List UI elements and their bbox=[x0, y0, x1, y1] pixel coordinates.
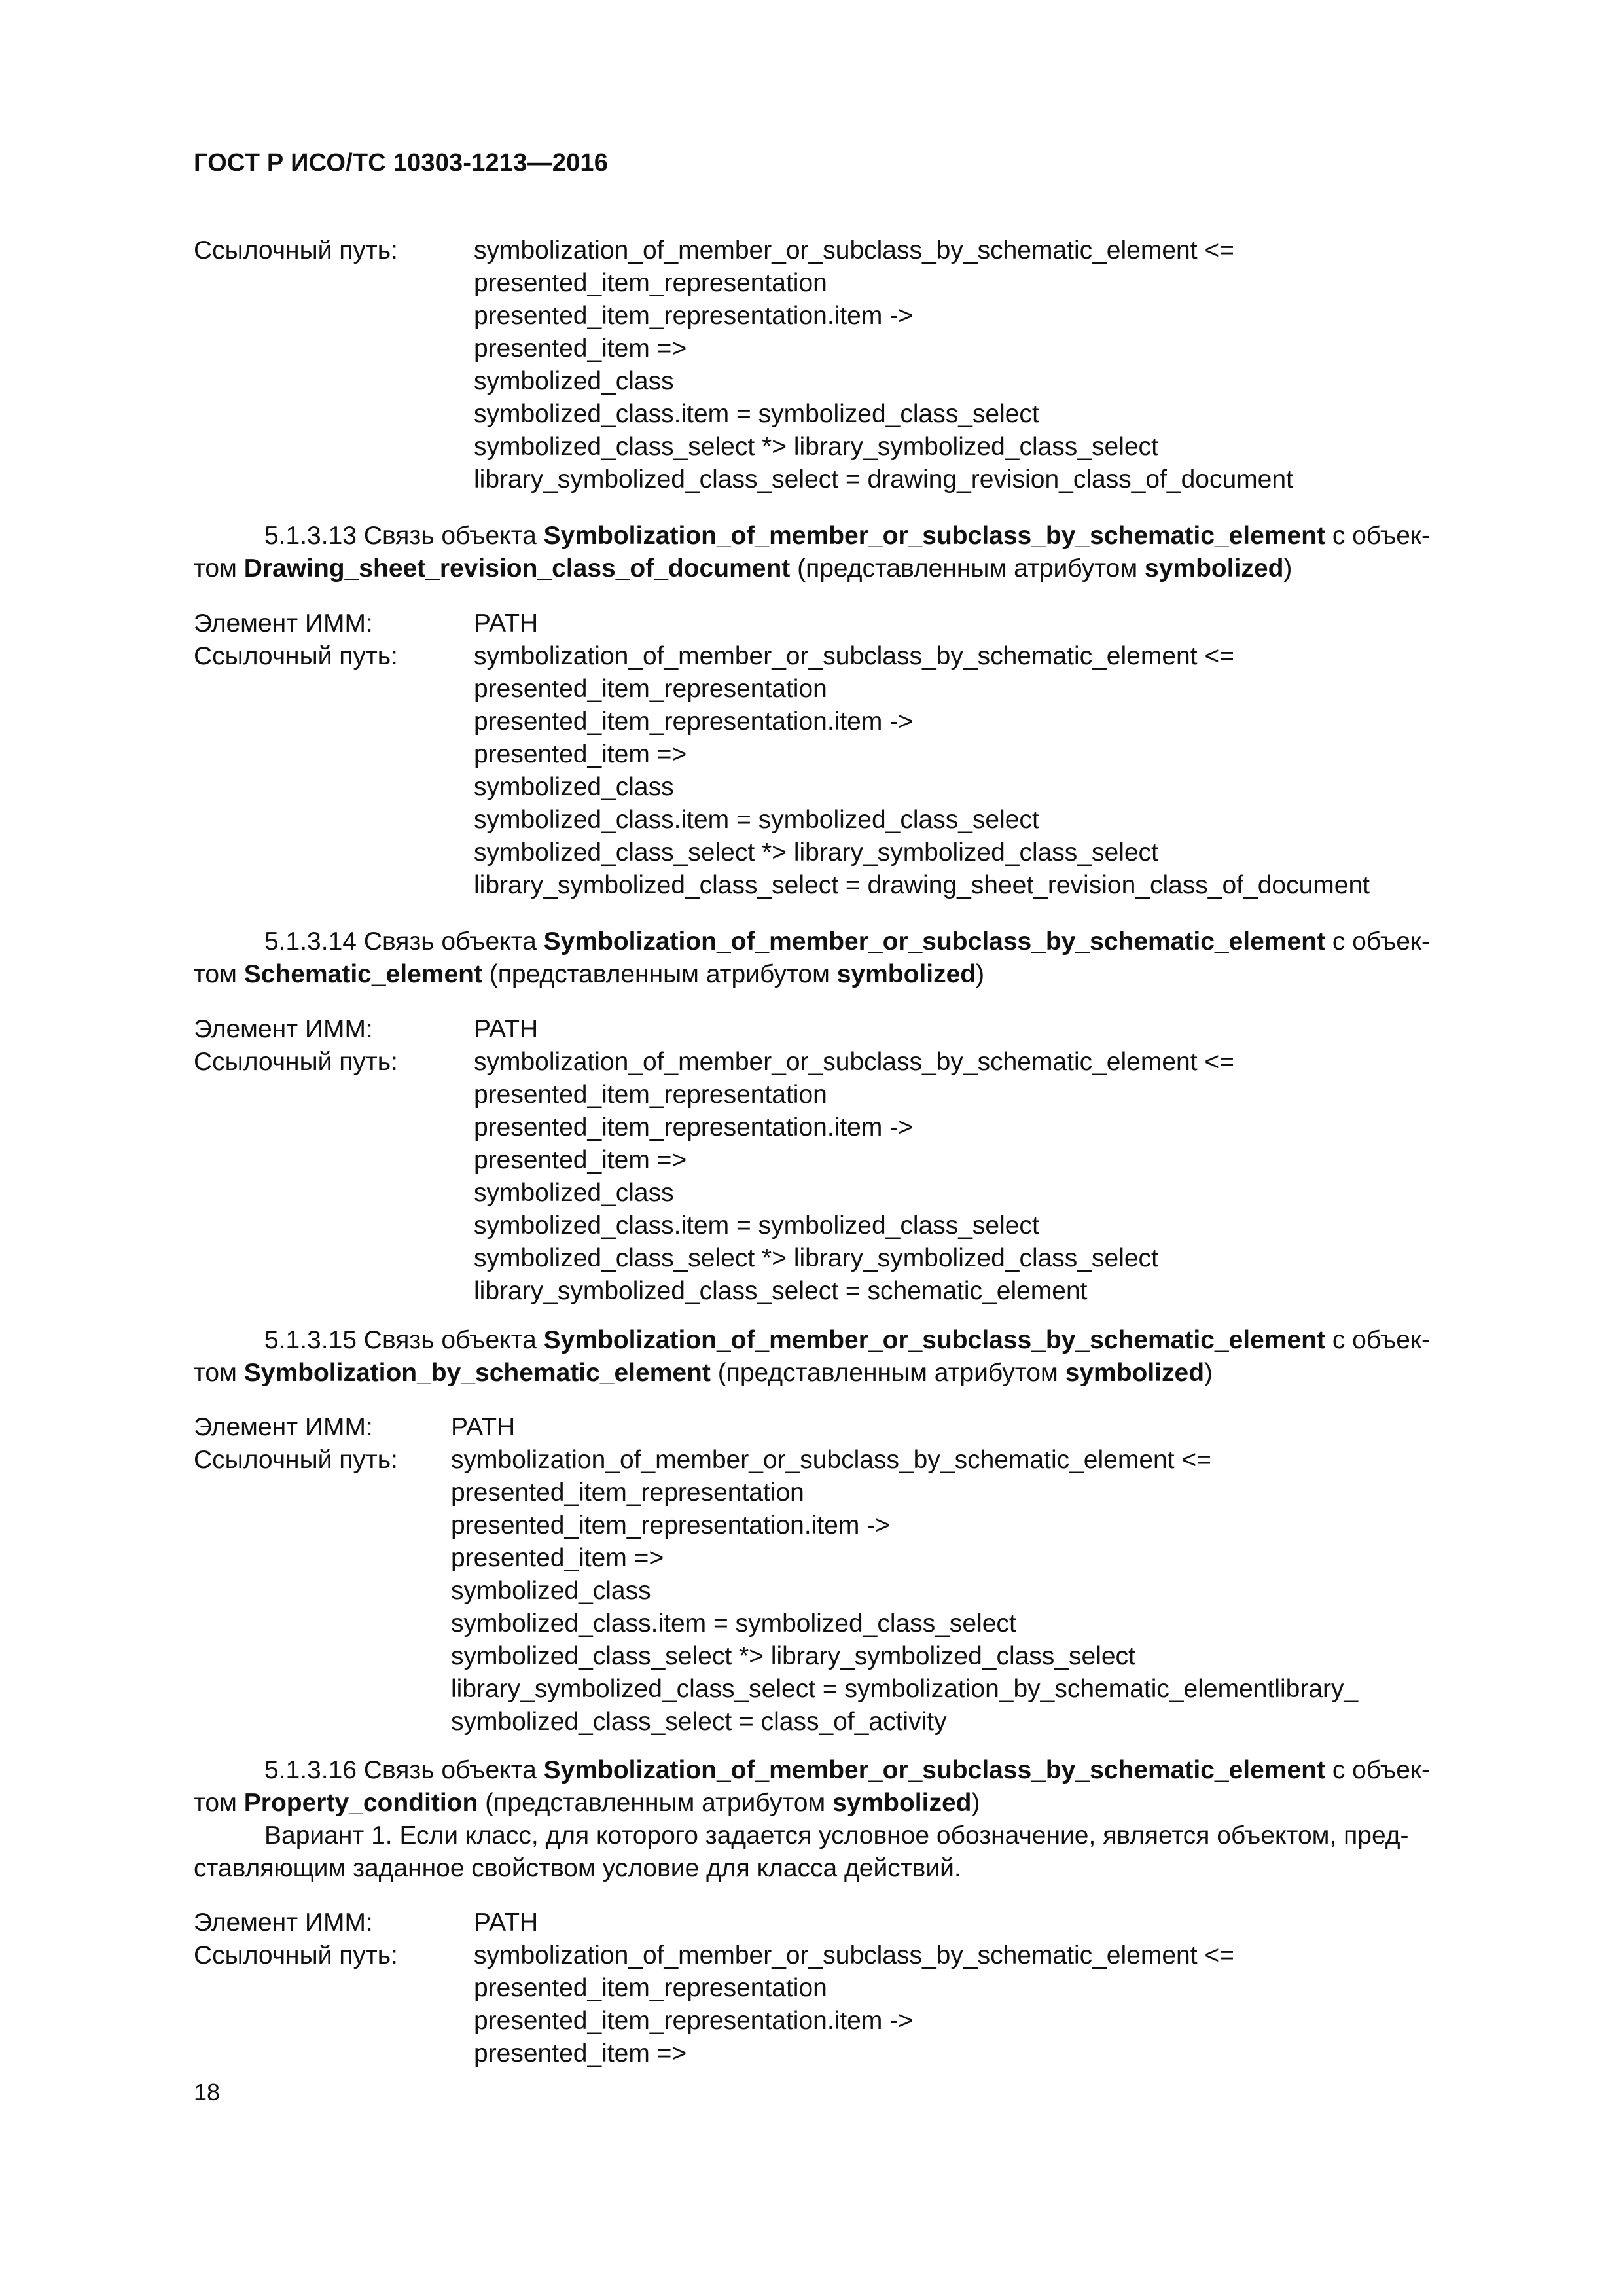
path-line: symbolized_class_select *> library_symbolized_class_select bbox=[474, 433, 1158, 461]
heading-line: 5.1.3.13 Связь объекта Symbolization_of_member_or_subclass_by_schematic_element с объек- bbox=[264, 522, 1431, 550]
ref-path-lines bbox=[474, 234, 1507, 496]
path-line: library_symbolized_class_select = drawing_revision_class_of_document bbox=[474, 465, 1293, 493]
ref-path-row bbox=[194, 1444, 1507, 1738]
page-number: 18 bbox=[194, 2079, 221, 2106]
path-line: symbolized_class_select *> library_symbolized_class_select bbox=[474, 1244, 1158, 1272]
path-line: symbolized_class.item = symbolized_class_select bbox=[474, 400, 1039, 428]
path-line: presented_item_representation.item -> bbox=[474, 1113, 913, 1141]
path-line: presented_item => bbox=[451, 1544, 664, 1572]
path-line: presented_item_representation bbox=[451, 1479, 804, 1507]
element-row bbox=[194, 1411, 1507, 1444]
ref-path-row bbox=[194, 1939, 1507, 2070]
element-row bbox=[194, 1013, 1507, 1046]
path-line: presented_item_representation bbox=[474, 269, 827, 297]
section-heading-5-1-3-15 bbox=[194, 1324, 1507, 1390]
path-line: symbolized_class_select *> library_symbolized_class_select bbox=[474, 838, 1158, 867]
ref-path-label: Ссылочный путь: bbox=[194, 1941, 398, 1969]
heading-line: том Symbolization_by_schematic_element (представленным атрибутом symbolized) bbox=[194, 1359, 1213, 1387]
path-line: presented_item => bbox=[474, 334, 687, 363]
ref-path-label: Ссылочный путь: bbox=[194, 1446, 398, 1474]
path-line: symbolized_class bbox=[474, 367, 674, 395]
ref-path-lines bbox=[451, 1444, 1507, 1738]
document-header: ГОСТ Р ИСО/ТС 10303-1213—2016 bbox=[194, 149, 609, 177]
element-label: Элемент ИММ: bbox=[194, 1909, 373, 1937]
ref-path-label: Ссылочный путь: bbox=[194, 236, 398, 264]
path-line: symbolization_of_member_or_subclass_by_schematic_element <= bbox=[474, 1941, 1234, 1969]
ref-path-row bbox=[194, 1046, 1507, 1308]
section-heading-5-1-3-14 bbox=[194, 925, 1507, 991]
path-line: presented_item_representation.item -> bbox=[474, 302, 913, 330]
path-line: library_symbolized_class_select = symbolization_by_schematic_elementlibrary_ bbox=[451, 1675, 1359, 1703]
path-line: symbolized_class_select = class_of_activity bbox=[451, 1708, 947, 1736]
ref-path-row bbox=[194, 234, 1507, 496]
reference-path-block-0 bbox=[194, 234, 1507, 496]
path-line: symbolization_of_member_or_subclass_by_schematic_element <= bbox=[474, 1048, 1234, 1076]
path-line: presented_item_representation.item -> bbox=[474, 2007, 913, 2035]
heading-line: 5.1.3.16 Связь объекта Symbolization_of_member_or_subclass_by_schematic_element с объек- bbox=[264, 1756, 1431, 1784]
ref-path-label: Ссылочный путь: bbox=[194, 1048, 398, 1076]
path-line: symbolization_of_member_or_subclass_by_schematic_element <= bbox=[451, 1446, 1211, 1474]
reference-path-block-3 bbox=[194, 1411, 1507, 1738]
reference-path-block-4 bbox=[194, 1907, 1507, 2070]
element-row bbox=[194, 607, 1507, 640]
element-value: PATH bbox=[474, 1015, 539, 1043]
path-line: symbolization_of_member_or_subclass_by_schematic_element <= bbox=[474, 236, 1234, 264]
heading-line: том Schematic_element (представленным атрибутом symbolized) bbox=[194, 960, 985, 988]
path-line: presented_item_representation.item -> bbox=[474, 708, 913, 736]
path-line: presented_item => bbox=[474, 740, 687, 768]
path-line: presented_item_representation bbox=[474, 1974, 827, 2002]
path-line: symbolized_class.item = symbolized_class_select bbox=[474, 1211, 1039, 1240]
ref-path-lines bbox=[474, 640, 1507, 902]
heading-line: том Property_condition (представленным атрибутом symbolized) bbox=[194, 1789, 980, 1817]
path-line: presented_item_representation.item -> bbox=[451, 1511, 890, 1539]
ref-path-lines bbox=[474, 1046, 1507, 1308]
path-line: symbolized_class_select *> library_symbolized_class_select bbox=[451, 1642, 1135, 1670]
section-heading-5-1-3-13 bbox=[194, 520, 1507, 585]
path-line: symbolized_class bbox=[474, 773, 674, 801]
ref-path-row bbox=[194, 640, 1507, 902]
variant-line: Вариант 1. Если класс, для которого задается условное обозначение, является объектом, пред- bbox=[264, 1821, 1409, 1850]
element-value: PATH bbox=[474, 1909, 539, 1937]
ref-path-label: Ссылочный путь: bbox=[194, 642, 398, 670]
element-value: PATH bbox=[474, 609, 539, 637]
heading-line: 5.1.3.14 Связь объекта Symbolization_of_member_or_subclass_by_schematic_element с объек- bbox=[264, 927, 1431, 956]
path-line: presented_item => bbox=[474, 2039, 687, 2068]
element-value: PATH bbox=[451, 1413, 516, 1441]
element-label: Элемент ИММ: bbox=[194, 609, 373, 637]
path-line: symbolized_class bbox=[474, 1179, 674, 1207]
reference-path-block-2 bbox=[194, 1013, 1507, 1308]
path-line: symbolized_class bbox=[451, 1577, 651, 1605]
heading-line: том Drawing_sheet_revision_class_of_document (представленным атрибутом symbolized) bbox=[194, 554, 1293, 583]
heading-line: 5.1.3.15 Связь объекта Symbolization_of_member_or_subclass_by_schematic_element с объек- bbox=[264, 1326, 1431, 1354]
element-label: Элемент ИММ: bbox=[194, 1413, 373, 1441]
ref-path-lines bbox=[474, 1939, 1507, 2070]
path-line: presented_item_representation bbox=[474, 675, 827, 703]
path-line: presented_item_representation bbox=[474, 1081, 827, 1109]
variant-line: ставляющим заданное свойством условие для класса действий. bbox=[194, 1854, 961, 1882]
path-line: library_symbolized_class_select = schematic_element bbox=[474, 1277, 1088, 1305]
path-line: symbolized_class.item = symbolized_class_select bbox=[451, 1609, 1016, 1638]
path-line: symbolized_class.item = symbolized_class_select bbox=[474, 806, 1039, 834]
element-label: Элемент ИММ: bbox=[194, 1015, 373, 1043]
element-row bbox=[194, 1907, 1507, 1939]
path-line: library_symbolized_class_select = drawing_sheet_revision_class_of_document bbox=[474, 871, 1370, 899]
section-heading-5-1-3-16 bbox=[194, 1754, 1507, 1885]
reference-path-block-1 bbox=[194, 607, 1507, 902]
path-line: symbolization_of_member_or_subclass_by_schematic_element <= bbox=[474, 642, 1234, 670]
path-line: presented_item => bbox=[474, 1146, 687, 1174]
